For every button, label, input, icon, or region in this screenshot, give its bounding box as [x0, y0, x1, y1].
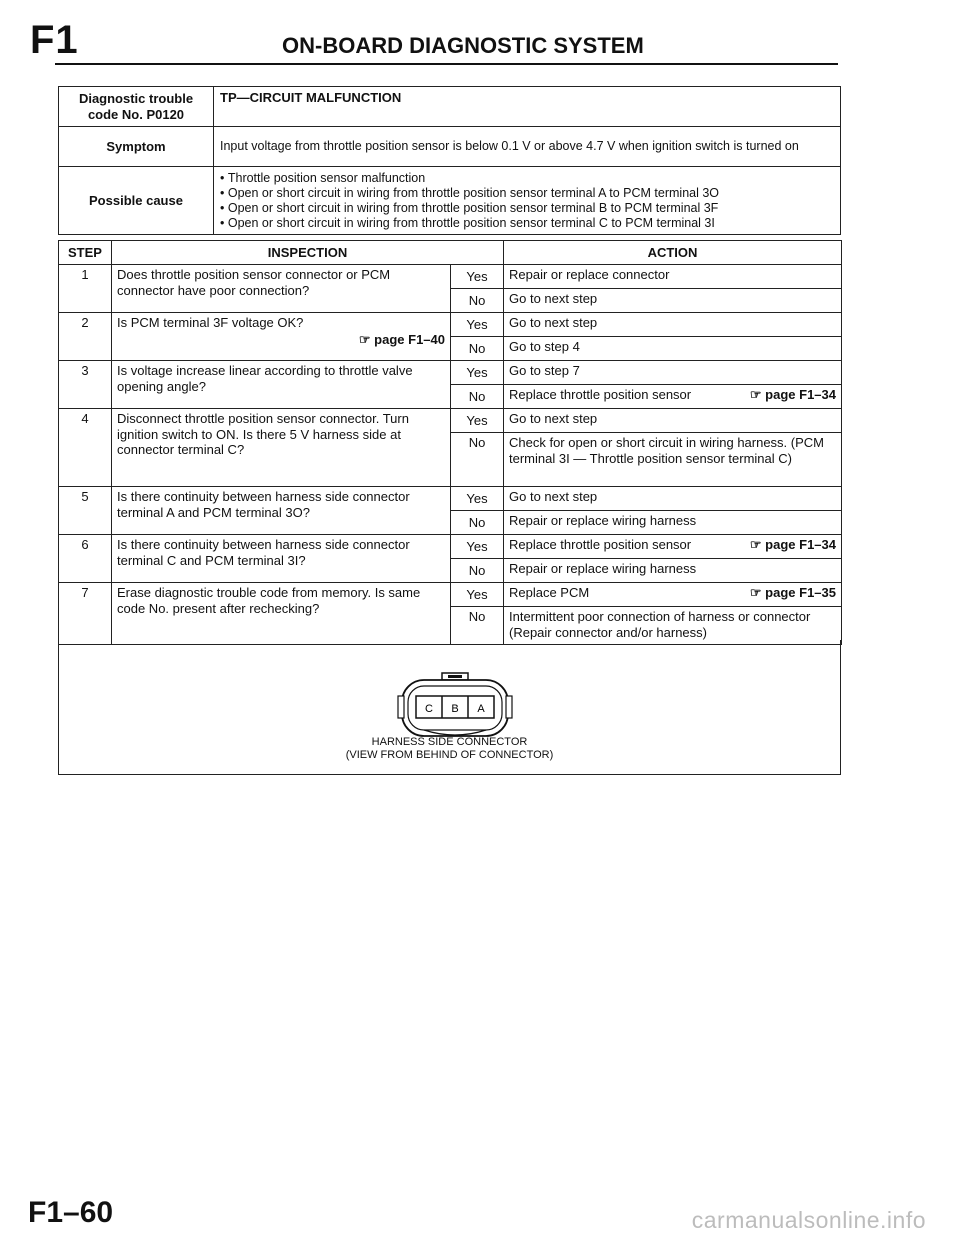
inspection-text: Is voltage increase linear according to throttle valve opening angle? — [112, 361, 451, 409]
dtc-title: TP—CIRCUIT MALFUNCTION — [214, 87, 841, 127]
page-reference — [750, 585, 836, 601]
steps-header-row — [59, 241, 842, 265]
yes-action: Repair or replace connector — [504, 265, 842, 289]
possible-cause-row — [59, 167, 841, 235]
page-reference-text: page F1–40 — [374, 331, 445, 347]
possible-cause-item: • Open or short circuit in wiring from throttle position sensor terminal C to PCM terminal 3I — [220, 216, 834, 231]
possible-cause-list — [220, 171, 834, 231]
step-number: 6 — [59, 535, 112, 583]
page-reference — [117, 332, 445, 348]
step-number: 4 — [59, 409, 112, 487]
step-row — [59, 409, 842, 433]
no-action: Replace throttle position sensor — [509, 387, 692, 402]
step-row — [59, 535, 842, 559]
no-label: No — [451, 385, 504, 409]
no-action: Repair or replace wiring harness — [504, 511, 842, 535]
page-reference-text: page F1–34 — [765, 537, 836, 552]
page-reference — [750, 387, 836, 403]
step-row — [59, 265, 842, 289]
inspection-text: Is PCM terminal 3F voltage OK? — [117, 315, 304, 330]
inspection-cell — [112, 313, 451, 361]
no-label: No — [451, 433, 504, 487]
step-number: 1 — [59, 265, 112, 313]
page-reference-text: page F1–34 — [765, 387, 836, 402]
step-row — [59, 361, 842, 385]
step-row — [59, 313, 842, 337]
yes-action: Go to next step — [504, 313, 842, 337]
possible-cause-label: Possible cause — [59, 167, 214, 235]
harness-connector-diagram — [394, 670, 514, 742]
yes-action-cell — [504, 583, 842, 607]
no-action: Repair or replace wiring harness — [504, 559, 842, 583]
inspection-column-header: INSPECTION — [112, 241, 504, 265]
no-label: No — [451, 289, 504, 313]
terminal-b-label: B — [451, 703, 459, 715]
page-reference — [750, 537, 836, 553]
inspection-text: Erase diagnostic trouble code from memory. Is same code No. present after rechecking? — [112, 583, 451, 645]
yes-label: Yes — [451, 265, 504, 289]
step-row — [59, 487, 842, 511]
inspection-text: Disconnect throttle position sensor connector. Turn ignition switch to ON. Is there 5 V harness side at connector terminal C? — [112, 409, 451, 487]
dtc-label: Diagnostic trouble code No. P0120 — [59, 87, 214, 127]
yes-action: Go to step 7 — [504, 361, 842, 385]
page-number: F1–60 — [28, 1196, 114, 1229]
symptom-row — [59, 127, 841, 167]
page-reference-text: page F1–35 — [765, 585, 836, 600]
yes-label: Yes — [451, 487, 504, 511]
no-action: Intermittent poor connection of harness or connector (Repair connector and/or harness) — [504, 607, 842, 645]
step-number: 3 — [59, 361, 112, 409]
inspection-text: Does throttle position sensor connector or PCM connector have poor connection? — [112, 265, 451, 313]
no-label: No — [451, 607, 504, 645]
step-number: 7 — [59, 583, 112, 645]
reference-hand-icon: ☞ — [358, 331, 371, 347]
reference-hand-icon: ☞ — [749, 387, 762, 402]
connector-figure — [58, 640, 841, 775]
possible-cause-item: • Open or short circuit in wiring from throttle position sensor terminal B to PCM terminal 3F — [220, 201, 834, 216]
step-number: 2 — [59, 313, 112, 361]
yes-action: Replace PCM — [509, 585, 590, 600]
terminal-c-label: C — [425, 703, 433, 715]
dtc-info-table — [58, 86, 841, 235]
reference-hand-icon: ☞ — [749, 585, 762, 600]
watermark: carmanualsonline.info — [691, 1207, 926, 1233]
possible-cause-cell — [214, 167, 841, 235]
yes-action-cell — [504, 535, 842, 559]
yes-action: Go to next step — [504, 487, 842, 511]
yes-label: Yes — [451, 409, 504, 433]
dtc-row — [59, 87, 841, 127]
figure-caption-line2: (VIEW FROM BEHIND OF CONNECTOR) — [345, 749, 554, 761]
title-rule — [55, 63, 838, 65]
yes-label: Yes — [451, 361, 504, 385]
step-number: 5 — [59, 487, 112, 535]
no-action: Go to next step — [504, 289, 842, 313]
no-action-cell — [504, 385, 842, 409]
symptom-text: Input voltage from throttle position sensor is below 0.1 V or above 4.7 V when ignition switch is turned on — [214, 127, 841, 167]
no-label: No — [451, 511, 504, 535]
terminal-a-label: A — [477, 703, 485, 715]
figure-caption-line1: HARNESS SIDE CONNECTOR — [371, 736, 528, 748]
no-label: No — [451, 337, 504, 361]
yes-action: Replace throttle position sensor — [509, 537, 692, 552]
possible-cause-item: • Open or short circuit in wiring from throttle position sensor terminal A to PCM terminal 3O — [220, 186, 834, 201]
step-row — [59, 583, 842, 607]
possible-cause-item: • Throttle position sensor malfunction — [220, 171, 834, 186]
inspection-text: Is there continuity between harness side connector terminal C and PCM terminal 3I? — [112, 535, 451, 583]
section-code: F1 — [30, 18, 79, 62]
reference-hand-icon: ☞ — [749, 537, 762, 552]
yes-label: Yes — [451, 535, 504, 559]
yes-label: Yes — [451, 313, 504, 337]
yes-action: Go to next step — [504, 409, 842, 433]
no-action: Check for open or short circuit in wiring harness. (PCM terminal 3I — Throttle position sensor terminal C) — [504, 433, 842, 487]
no-action: Go to step 4 — [504, 337, 842, 361]
step-column-header: STEP — [59, 241, 112, 265]
symptom-label: Symptom — [59, 127, 214, 167]
inspection-steps-table — [58, 240, 842, 645]
action-column-header: ACTION — [504, 241, 842, 265]
yes-label: Yes — [451, 583, 504, 607]
inspection-text: Is there continuity between harness side connector terminal A and PCM terminal 3O? — [112, 487, 451, 535]
page-title: ON-BOARD DIAGNOSTIC SYSTEM — [282, 33, 644, 58]
no-label: No — [451, 559, 504, 583]
